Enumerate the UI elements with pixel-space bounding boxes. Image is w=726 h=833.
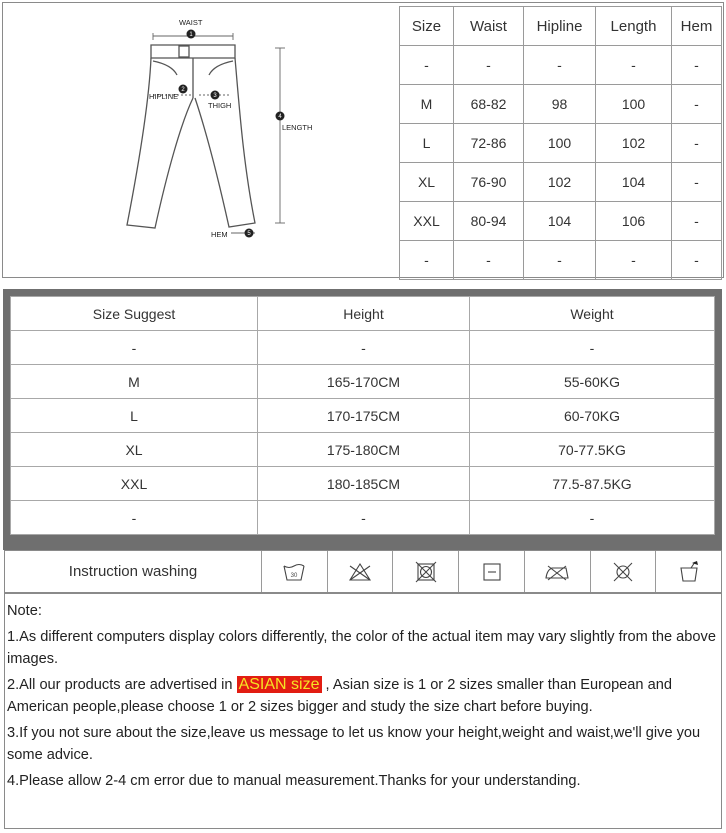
table-cell: - <box>672 85 722 124</box>
table-cell: - <box>524 46 596 85</box>
table-cell: XL <box>11 433 258 467</box>
table-cell: - <box>672 46 722 85</box>
table-cell: L <box>11 399 258 433</box>
column-header: Size Suggest <box>11 297 258 331</box>
table-cell: XL <box>400 163 454 202</box>
table-cell: - <box>400 241 454 280</box>
iron-low-icon <box>525 551 591 592</box>
washing-label: Instruction washing <box>5 551 262 592</box>
table-row <box>11 501 715 535</box>
table-cell: 55-60KG <box>470 365 715 399</box>
dry-flat-icon <box>459 551 525 592</box>
table-cell: - <box>470 331 715 365</box>
table-row <box>400 124 722 163</box>
column-header: Hipline <box>524 7 596 46</box>
do-not-dry-clean-icon <box>591 551 657 592</box>
table-cell: - <box>258 501 470 535</box>
notes-section <box>4 593 722 829</box>
table-cell: 77.5-87.5KG <box>470 467 715 501</box>
marker-2: 2 <box>181 87 185 93</box>
table-cell: 175-180CM <box>258 433 470 467</box>
column-header: Waist <box>454 7 524 46</box>
do-not-bleach-icon <box>328 551 394 592</box>
note-item-2-text-cont: , Asian size is 1 or 2 sizes smaller than European and <box>321 676 672 693</box>
table-cell: - <box>596 241 672 280</box>
asian-size-highlight: ASIAN size <box>238 675 320 693</box>
table-cell: 100 <box>596 85 672 124</box>
note-item-1: 1.As different computers display colors differently, the color of the actual item may vary slightly from the above images. <box>7 628 716 667</box>
table-row <box>400 85 722 124</box>
size-table-header <box>400 7 722 46</box>
table-row <box>11 365 715 399</box>
size-suggest-section <box>3 289 722 550</box>
table-row <box>400 163 722 202</box>
waist-label: WAIST <box>179 18 203 27</box>
table-row <box>400 202 722 241</box>
column-header: Size <box>400 7 454 46</box>
table-cell: 60-70KG <box>470 399 715 433</box>
table-cell: M <box>11 365 258 399</box>
table-cell: 180-185CM <box>258 467 470 501</box>
table-cell: 98 <box>524 85 596 124</box>
table-row <box>400 241 722 280</box>
length-label: LENGTH <box>282 123 313 132</box>
marker-1: 1 <box>189 32 193 38</box>
table-cell: 104 <box>596 163 672 202</box>
table-cell: 68-82 <box>454 85 524 124</box>
table-cell: 72-86 <box>454 124 524 163</box>
table-cell: M <box>400 85 454 124</box>
table-cell: XXL <box>400 202 454 241</box>
table-cell: 104 <box>524 202 596 241</box>
table-cell: - <box>258 331 470 365</box>
table-cell: - <box>672 124 722 163</box>
table-cell: - <box>672 163 722 202</box>
table-row <box>400 46 722 85</box>
do-not-tumble-dry-icon <box>393 551 459 592</box>
column-header: Weight <box>470 297 715 331</box>
pants-diagram <box>3 3 397 279</box>
washing-instructions <box>4 550 722 593</box>
hipline-label: HIPLINE <box>149 92 179 101</box>
thigh-label: THIGH <box>208 101 232 110</box>
table-cell: 106 <box>596 202 672 241</box>
size-table <box>399 6 722 280</box>
note-title: Note: <box>7 603 42 619</box>
note-item-2 <box>7 674 718 719</box>
note-item-2-line2: American people,please choose 1 or 2 sizes bigger and study the size chart before buying. <box>7 699 593 715</box>
column-header: Hem <box>672 7 722 46</box>
marker-5: 5 <box>247 231 251 237</box>
table-row <box>11 433 715 467</box>
table-cell: 100 <box>524 124 596 163</box>
table-row <box>11 399 715 433</box>
hem-label: HEM <box>211 230 228 239</box>
size-chart-section <box>2 2 724 278</box>
table-cell: - <box>400 46 454 85</box>
table-cell: - <box>11 331 258 365</box>
note-item-2-text: 2.All our products are advertised in <box>7 676 237 693</box>
wash-temperature: 30 <box>291 572 298 579</box>
table-cell: 70-77.5KG <box>470 433 715 467</box>
hand-wash-icon <box>262 551 328 592</box>
table-cell: XXL <box>11 467 258 501</box>
table-cell: 102 <box>596 124 672 163</box>
note-item-4: 4.Please allow 2-4 cm error due to manual measurement.Thanks for your understanding. <box>7 772 581 789</box>
table-cell: - <box>454 46 524 85</box>
table-cell: 76-90 <box>454 163 524 202</box>
note-item-3: 3.If you not sure about the size,leave us message to let us know your height,weight and waist,we'll give you some advice. <box>7 724 701 763</box>
table-cell: - <box>596 46 672 85</box>
pants-illustration <box>3 3 397 279</box>
table-cell: 170-175CM <box>258 399 470 433</box>
column-header: Height <box>258 297 470 331</box>
table-cell: - <box>454 241 524 280</box>
marker-3: 3 <box>213 93 217 99</box>
table-cell: 80-94 <box>454 202 524 241</box>
table-row <box>11 331 715 365</box>
drip-dry-icon <box>656 551 721 592</box>
table-cell: - <box>672 202 722 241</box>
marker-4: 4 <box>278 114 282 120</box>
table-cell: - <box>524 241 596 280</box>
table-cell: L <box>400 124 454 163</box>
column-header: Length <box>596 7 672 46</box>
table-cell: - <box>672 241 722 280</box>
table-cell: 102 <box>524 163 596 202</box>
table-cell: - <box>470 501 715 535</box>
table-cell: 165-170CM <box>258 365 470 399</box>
size-suggest-table <box>10 296 715 535</box>
table-cell: - <box>11 501 258 535</box>
table-row <box>11 467 715 501</box>
suggest-table-header <box>11 297 715 331</box>
